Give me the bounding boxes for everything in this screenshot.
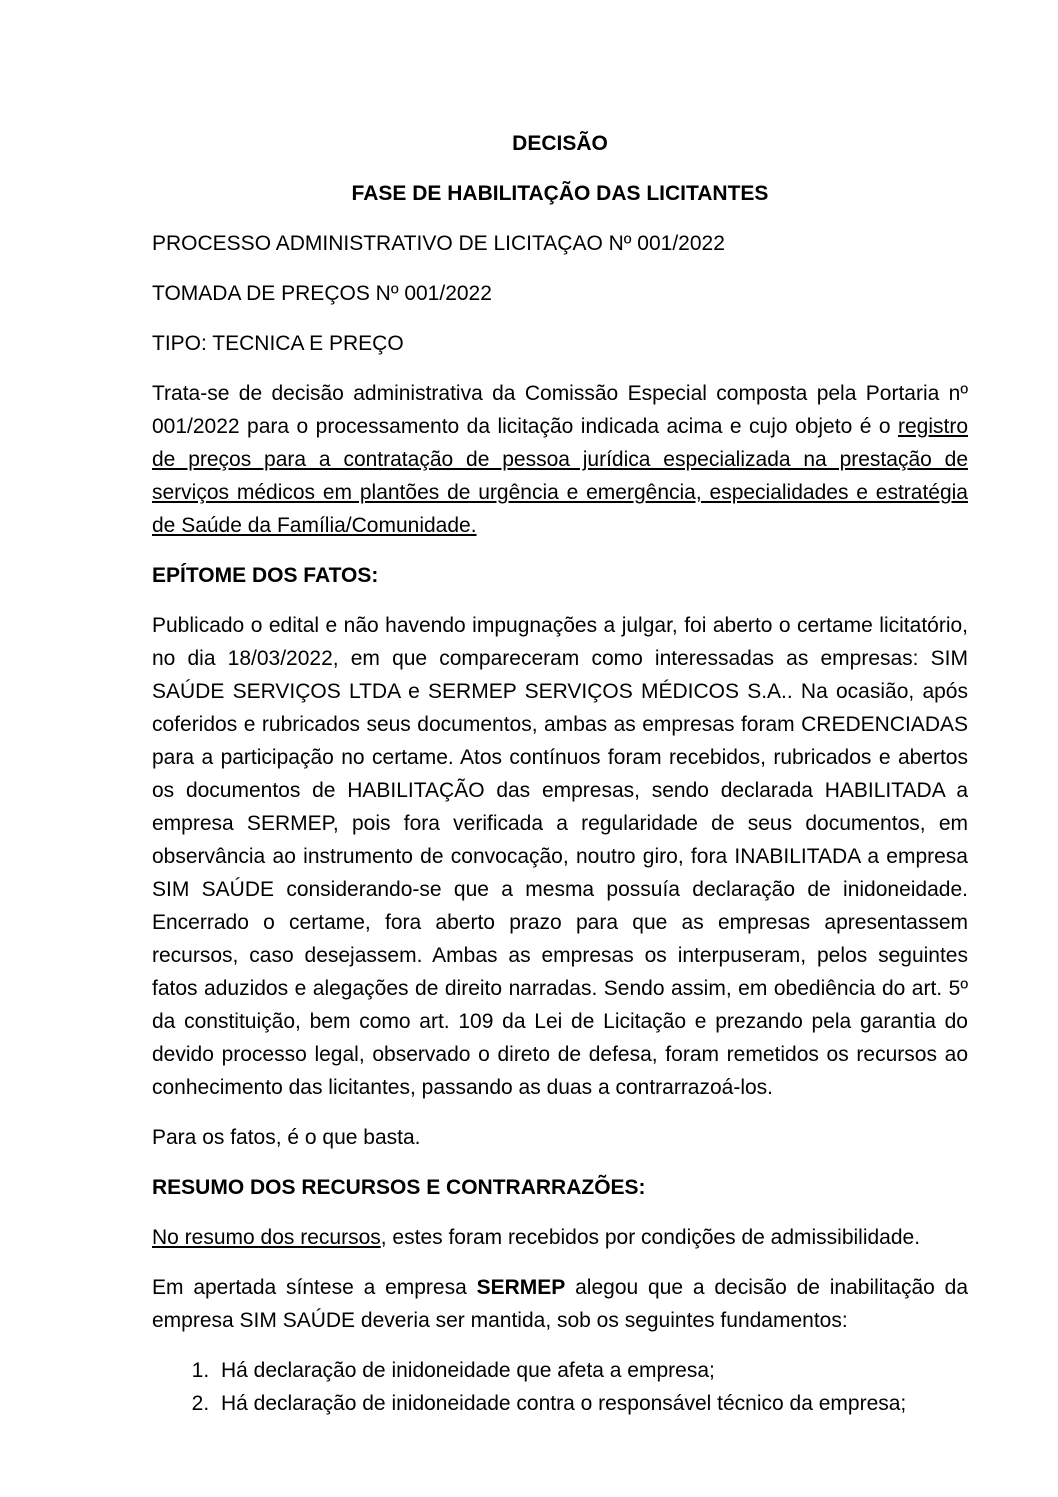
document-subtitle: FASE DE HABILITAÇÃO DAS LICITANTES	[351, 182, 769, 205]
resumo-line	[152, 1221, 968, 1254]
intro-paragraph	[152, 377, 968, 542]
sintese-company-name: SERMEP	[476, 1276, 566, 1299]
resumo-underlined-text: No resumo dos recursos	[152, 1226, 381, 1249]
list-item: 2. Há declaração de inidoneidade contra o responsável técnico da empresa;	[215, 1387, 968, 1420]
sintese-paragraph	[152, 1271, 968, 1337]
facts-closing-line: Para os fatos, é o que basta.	[152, 1126, 421, 1149]
facts-paragraph: Publicado o edital e não havendo impugnações a julgar, foi aberto o certame licitatório, no dia 18/03/2022, em que compareceram como interessadas as empresas: SIM SAÚDE SERVIÇOS LTDA e SERMEP SERVIÇOS MÉDICOS S.A.. Na ocasião, após coferidos e rubricados seus documentos, ambas as empresas foram CREDENCIADAS para a participação no certame. Atos contínuos foram recebidos, rubricados e abertos os documentos de HABILITAÇÃO das empresas, sendo declarada HABILITADA a empresa SERMEP, pois fora verificada a regularidade de seus documentos, em observância ao instrumento de convocação, noutro giro, fora INABILITADA a empresa SIM SAÚDE considerando-se que a mesma possuía declaração de inidoneidade. Encerrado o certame, fora aberto prazo para que as empresas apresentassem recursos, caso desejassem. Ambas as empresas os interpuseram, pelos seguintes fatos aduzidos e alegações de direito narradas. Sendo assim, em obediência do art. 5º da constituição, bem como art. 109 da Lei de Licitação e prezando pela garantia do devido processo legal, observado o direto de defesa, foram remetidos os recursos ao conhecimento das licitantes, passando as duas a contrarrazoá-los.	[152, 614, 968, 1099]
resumo-heading: RESUMO DOS RECURSOS E CONTRARRAZÕES:	[152, 1176, 646, 1199]
epitome-heading: EPÍTOME DOS FATOS:	[152, 564, 379, 587]
document-title: DECISÃO	[512, 132, 608, 155]
process-number-line: PROCESSO ADMINISTRATIVO DE LICITAÇAO Nº 001/2022	[152, 232, 725, 255]
sintese-text-start: Em apertada síntese a empresa	[152, 1276, 477, 1299]
list-item: 1. Há declaração de inidoneidade que afeta a empresa;	[215, 1354, 968, 1387]
tipo-line: TIPO: TECNICA E PREÇO	[152, 332, 404, 355]
tomada-precos-line: TOMADA DE PREÇOS Nº 001/2022	[152, 282, 492, 305]
intro-text: Trata-se de decisão administrativa da Comissão Especial composta pela Portaria nº 001/2022 para o processamento da licitação indicada acima e cujo objeto é o	[152, 382, 968, 438]
resumo-normal-text: , estes foram recebidos por condições de admissibilidade.	[380, 1226, 921, 1249]
sintese-text-end: alegou que a decisão de inabilitação da empresa SIM SAÚDE deveria ser mantida, sob os seguintes fundamentos:	[152, 1276, 968, 1332]
intro-underlined-object: registro de preços para a contratação de pessoa jurídica especializada na prestação de serviços médicos em plantões de urgência e emergência, especialidades e estratégia de Saúde da Família/Comunidade.	[152, 415, 968, 537]
grounds-list	[152, 1354, 968, 1420]
